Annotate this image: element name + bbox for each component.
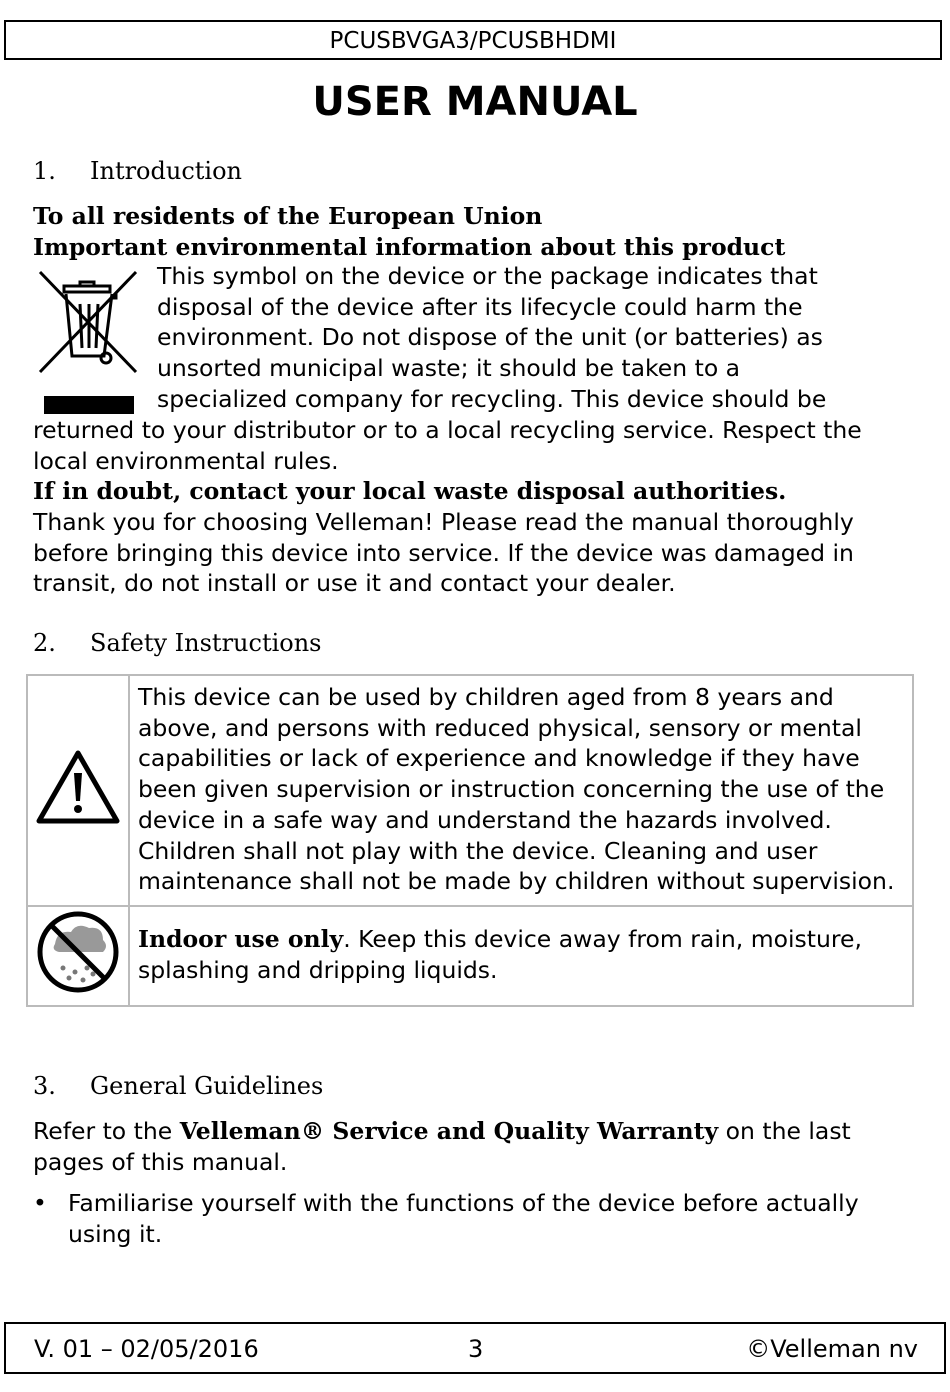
warranty-reference: Refer to the Velleman® Service and Quality Warranty on the last pages of this manual. (33, 1117, 851, 1176)
weee-line-3: environment. Do not dispose of the unit (or batteries) as (157, 323, 823, 352)
weee-line-5: specialized company for recycling. This device should be (157, 384, 827, 413)
no-rain-icon (33, 972, 123, 1000)
safety-text-children: This device can be used by children aged from 8 years and above, and persons with reduced physical, sensory or mental capabilities or lack of experience and knowledge if they have been given supervision or instruction concerning the use of the device in a safe way and understand the hazards involved. Children shall not play with the device. Cleaning and user maintenance shall not be made by children without supervision. (129, 675, 913, 906)
weee-line-4: unsorted municipal waste; it should be taken to a (157, 354, 741, 383)
weee-line-1: This symbol on the device or the package indicates that (157, 262, 818, 290)
weee-line-2: disposal of the device after its lifecycle could harm the (157, 292, 803, 321)
table-row (27, 906, 913, 1006)
thank-you-paragraph: Thank you for choosing Velleman! Please read the manual thoroughly before bringing this device into service. If the device was damaged in transit, do not install or use it and contact your dealer. (33, 508, 854, 598)
version-date: V. 01 – 02/05/2016 (34, 1335, 259, 1363)
section-heading-introduction: 1. Introduction (33, 157, 242, 185)
weee-text-continued: returned to your distributor or to a local recycling service. Respect the local environmental rules. (33, 416, 862, 475)
safety-table (26, 674, 914, 1007)
document-header (4, 20, 942, 60)
table-row (27, 675, 913, 906)
eu-residents-line: To all residents of the European Union (33, 202, 543, 230)
page-title: USER MANUAL (312, 79, 638, 125)
warning-icon-cell (27, 675, 129, 906)
waste-disposal-note: If in doubt, contact your local waste disposal authorities. (33, 477, 787, 505)
warning-triangle-icon (35, 803, 121, 831)
list-item: • Familiarise yourself with the functions of the device before actually using it. (33, 1188, 923, 1249)
weee-bin-icon (36, 268, 146, 418)
safety-text-indoor: Indoor use only. Keep this device away from rain, moisture, splashing and dripping liquids. (129, 906, 913, 1006)
warranty-name: Velleman® Service and Quality Warranty (179, 1117, 719, 1145)
section-heading-guidelines: 3. General Guidelines (33, 1072, 324, 1100)
section-heading-safety: 2. Safety Instructions (33, 629, 322, 657)
indoor-use-label: Indoor use only (138, 925, 344, 954)
environment-info-line: Important environmental information about this product (33, 233, 786, 261)
model-number: PCUSBVGA3/PCUSBHDMI (329, 28, 617, 54)
copyright: ©Velleman nv (746, 1335, 918, 1363)
weee-text-block (157, 261, 826, 415)
guidelines-list (33, 1188, 923, 1249)
document-footer (4, 1322, 946, 1374)
rain-icon-cell (27, 906, 129, 1006)
page-number: 3 (468, 1335, 484, 1363)
